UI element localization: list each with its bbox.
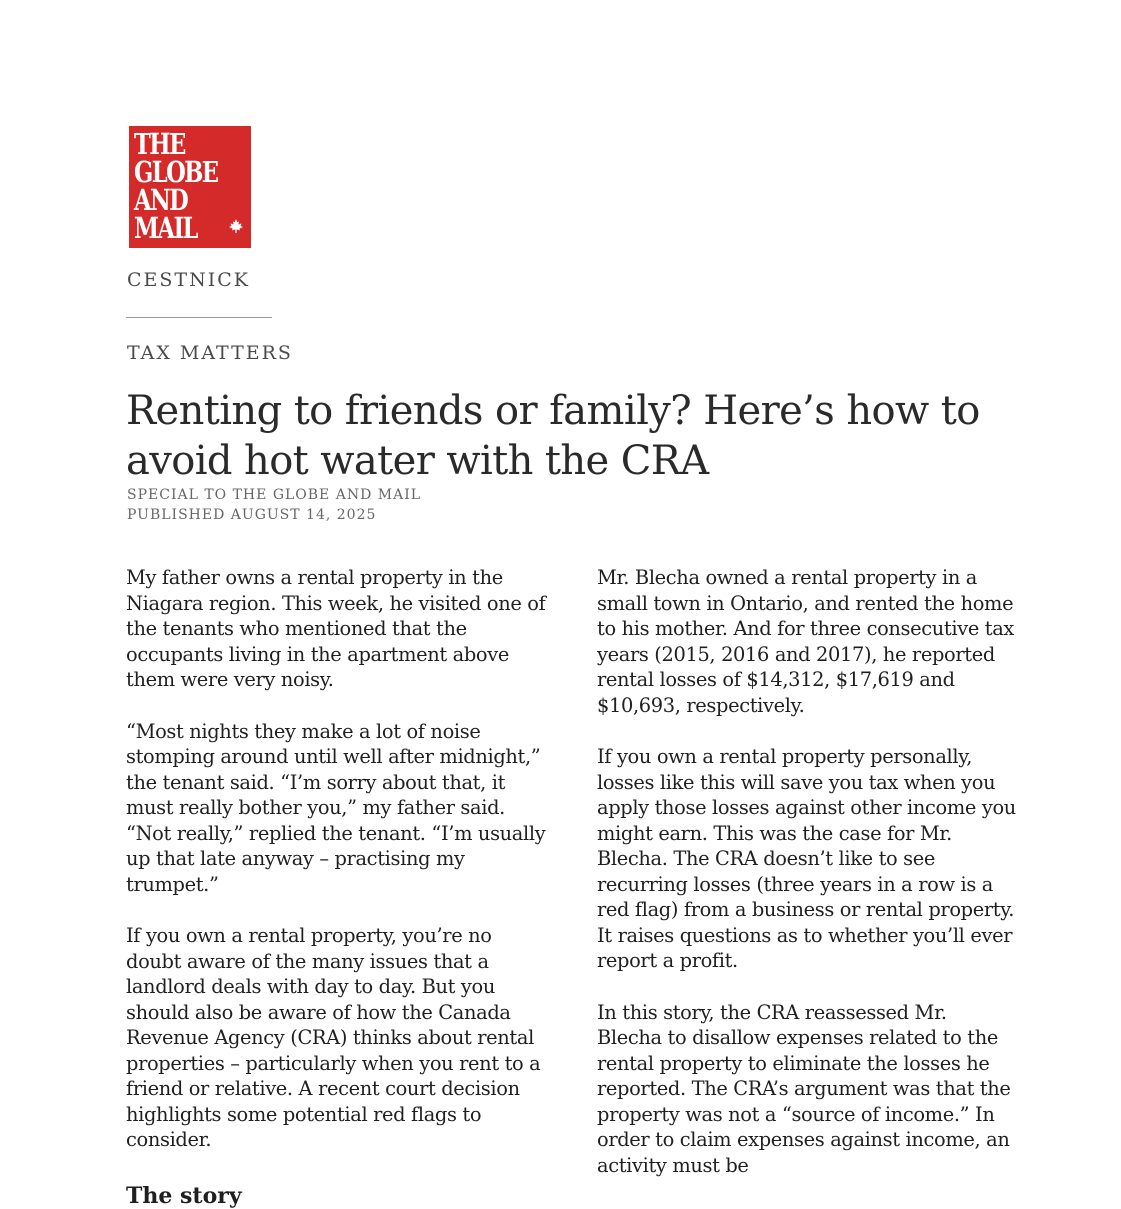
article-column-left: [126, 565, 546, 1209]
published-date: PUBLISHED AUGUST 14, 2025: [127, 507, 377, 523]
paragraph: In this story, the CRA reassessed Mr. Blecha to disallow expenses related to the rental property to eliminate the losses he reported. The CRA’s argument was that the property was not a “source of income.” In order to claim expenses against income, an activity must be: [597, 1000, 1011, 1177]
paragraph: Mr. Blecha owned a rental property in a small town in Ontario, and rented the home to his mother. And for three consecutive tax years (2015, 2016 and 2017), he reported rental losses of $14,312, $17,619 and $10,693, respectively.: [597, 566, 1015, 717]
subheading: The story: [126, 1182, 242, 1209]
globe-and-mail-logo[interactable]: [129, 126, 251, 248]
paragraph: If you own a rental property, you’re no doubt aware of the many issues that a landlord deals with day to day. But you should also be aware of how the Canada Revenue Agency (CRA) thinks about rental properties – particularly when you rent to a friend or relative. A recent court decision highlights some potential red flags to consider.: [126, 924, 541, 1151]
maple-leaf-icon: [228, 218, 244, 234]
paragraph: “Most nights they make a lot of noise stomping around until well after midnight,” the tenant said. “I’m sorry about that, it must really bother you,” my father said. “Not really,” replied the tenant. “I’m usually up that late anyway – practising my trumpet.”: [126, 719, 546, 896]
column-name[interactable]: CESTNICK: [127, 269, 250, 291]
paragraph: If you own a rental property personally, losses like this will save you tax when you apply those losses against other income you might earn. This was the case for Mr. Blecha. The CRA doesn’t like to see recurring losses (three years in a row is a red flag) from a business or rental property. It raises questions as to whether you’ll ever report a profit.: [597, 745, 1016, 972]
logo-line-2: GLOBE: [134, 155, 218, 189]
section-label[interactable]: TAX MATTERS: [127, 342, 293, 364]
logo-line-3: AND: [134, 183, 188, 217]
paragraph: My father owns a rental property in the Niagara region. This week, he visited one of the tenants who mentioned that the occupants living in the apartment above them were very noisy.: [126, 566, 546, 691]
headline: Renting to friends or family? Here’s how to avoid hot water with the CRA: [126, 388, 980, 484]
divider: [126, 317, 272, 318]
logo-line-1: THE: [134, 127, 185, 161]
article-column-right: [597, 565, 1017, 1204]
logo-line-4: MAIL: [134, 211, 197, 245]
byline: SPECIAL TO THE GLOBE AND MAIL: [127, 487, 422, 503]
